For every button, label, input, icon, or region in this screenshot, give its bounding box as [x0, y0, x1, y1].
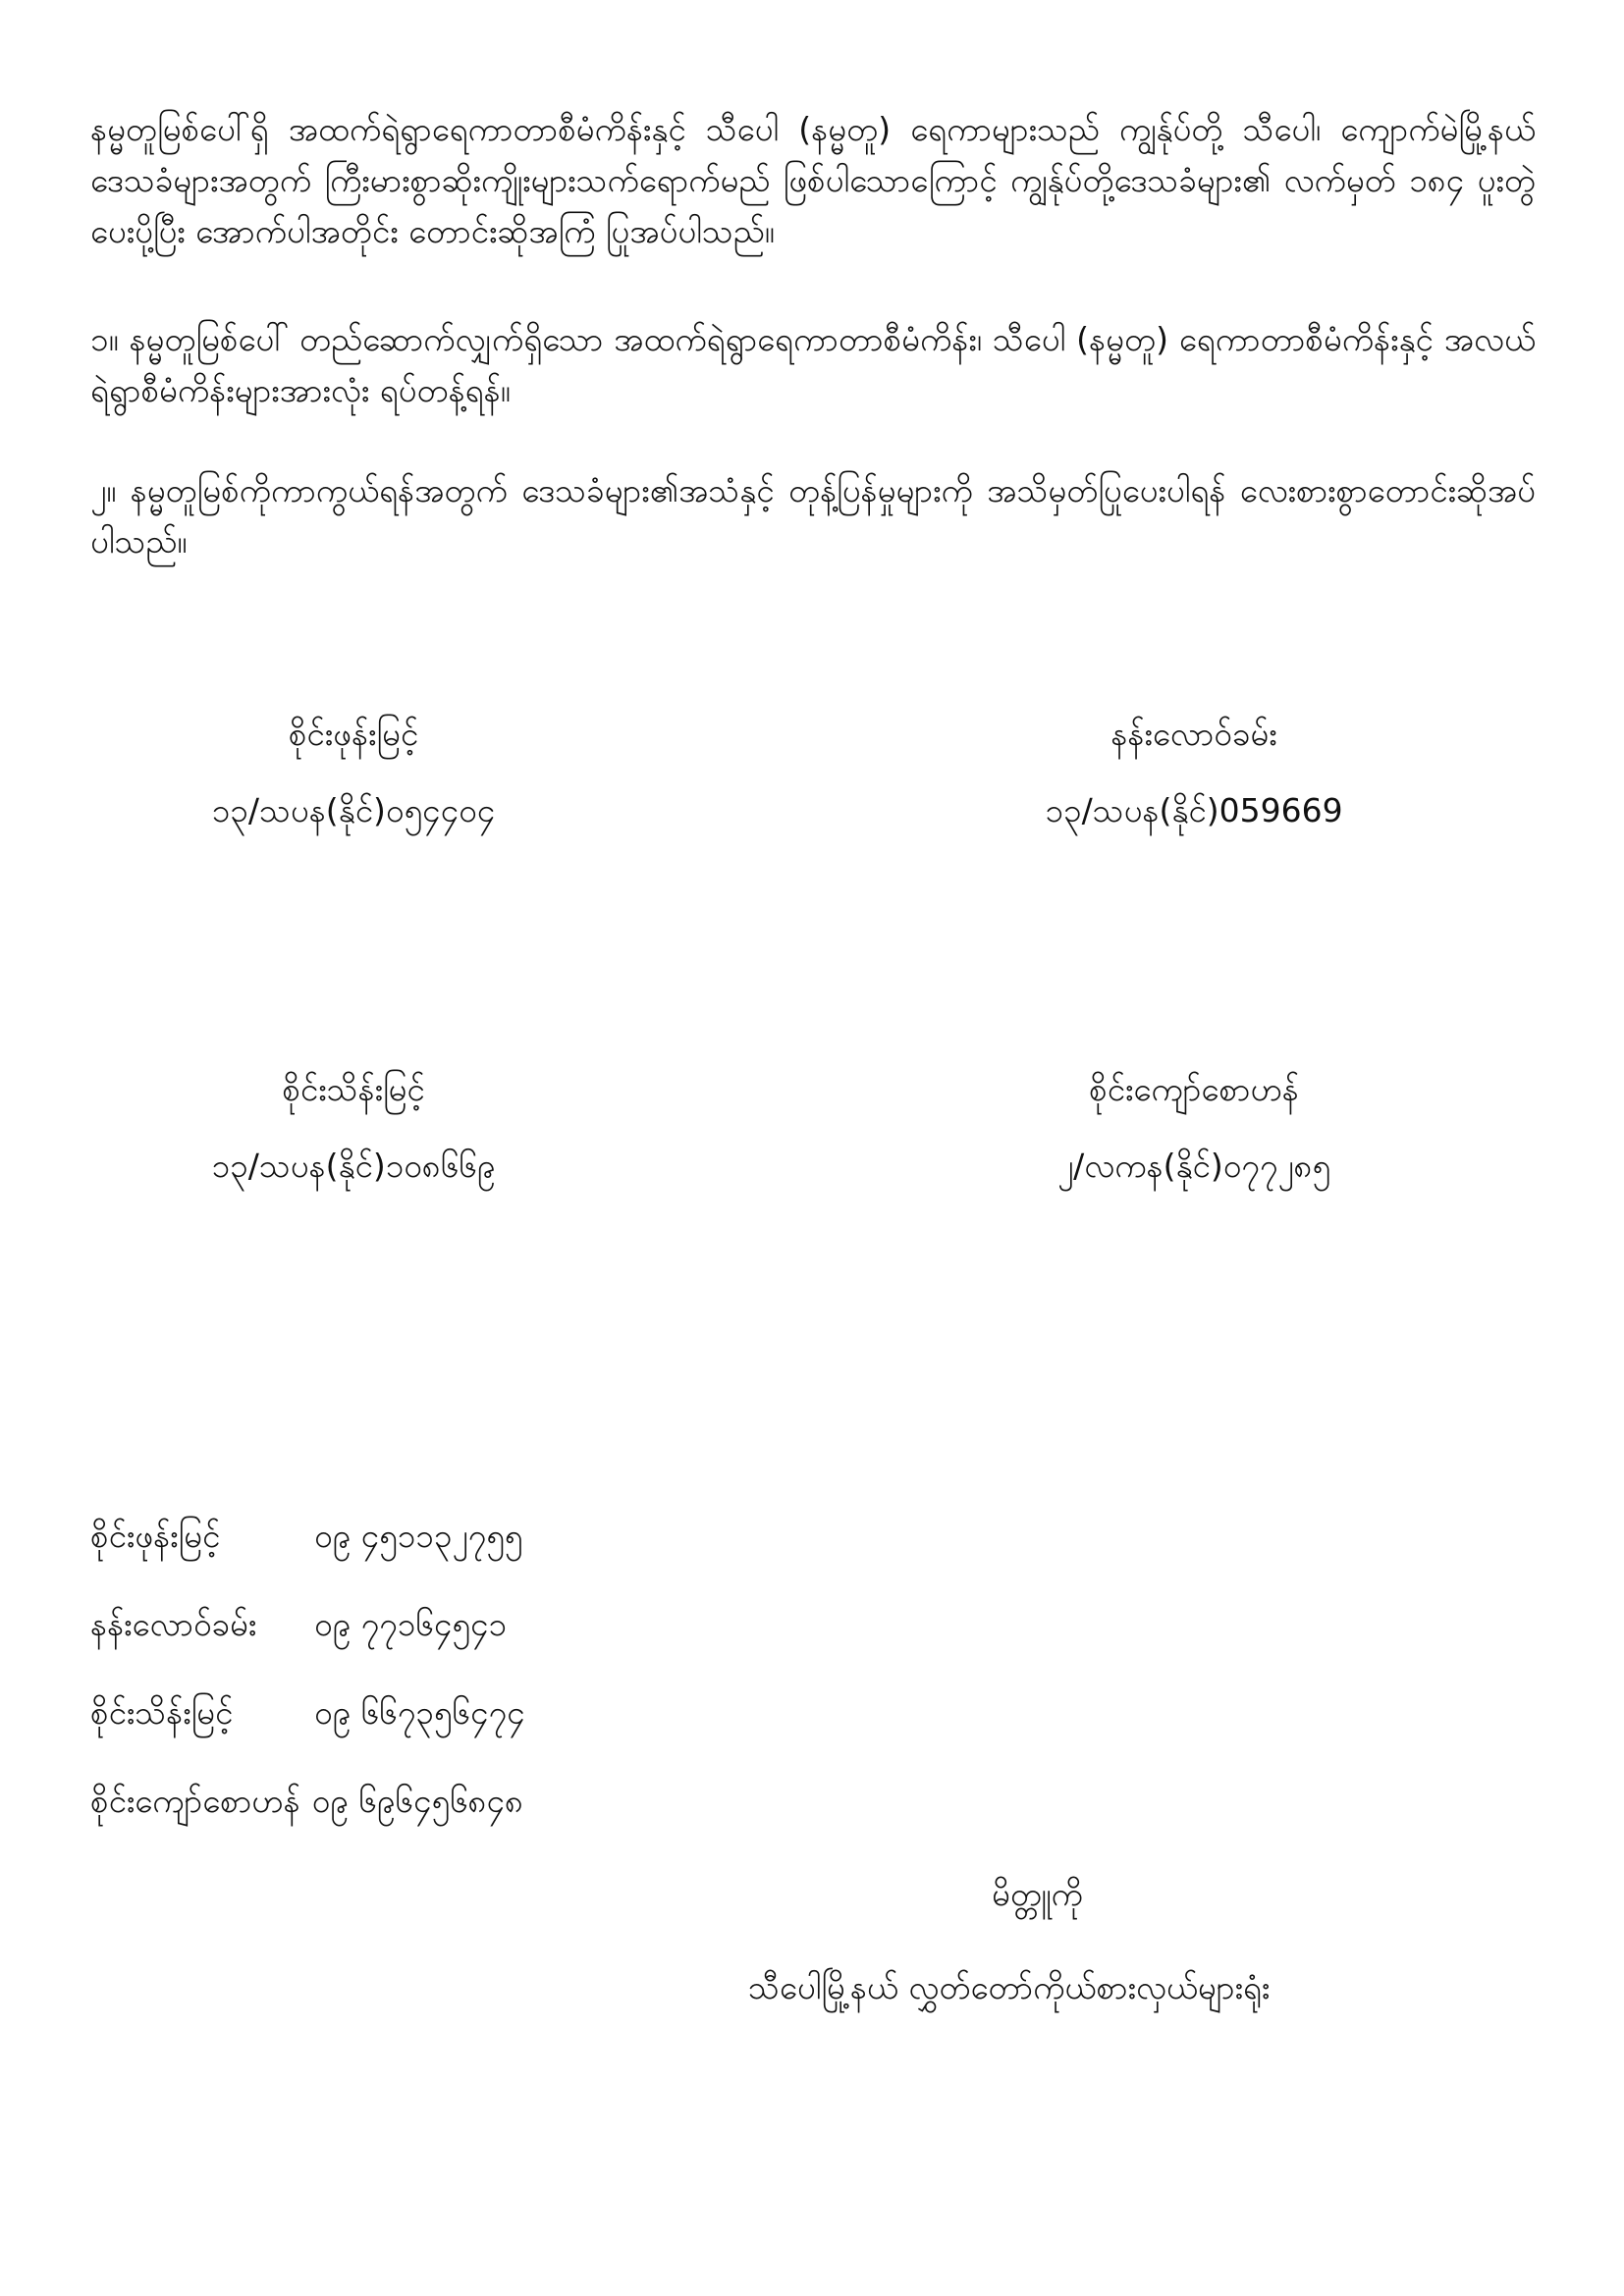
phone-contact-name: စိုင်းသိန်းမြင့်	[90, 1693, 234, 1732]
signatory-block	[998, 715, 1390, 830]
phone-number: ၀၉ ၆၆၇၃၅၆၄၇၄	[314, 1693, 525, 1732]
signatory-name: စိုင်းကျော်စောဟန်	[1089, 1070, 1299, 1108]
signatory-block	[998, 1070, 1390, 1186]
phone-contact-name: စိုင်းဖုန်းမြင့်	[90, 1517, 221, 1555]
phone-row	[90, 1517, 876, 1605]
signatory-block	[157, 715, 550, 830]
intro-paragraph: နမ္မတူမြစ်ပေါ်ရှိ အထက်ရဲရွာရေကာတာစီမံကိန်းနှင့် သီပေါ (နမ္မတူ) ရေကာများသည် ကျွန်ုပ်တို့ သီပေါ၊ ကျောက်မဲမြို့နယ် ဒေသခံများအတွက် ကြီးမားစွာဆိုးကျိုးများသက်ရောက်မည် ဖြစ်ပါသောကြောင့် ကျွန်ုပ်တို့ဒေသခံများ၏ လက်မှတ် ၁၈၄ ပူးတွဲပေးပို့ပြီး အောက်ပါအတိုင်း တောင်းဆိုအကြံ ပြုအပ်ပါသည်။	[90, 110, 1536, 250]
signatory-nrc: ၁၃/သပန(နိုင်)059669	[1045, 791, 1343, 829]
signatory-name: စိုင်းသိန်းမြင့်	[282, 1070, 425, 1108]
request-point-2: ၂။ နမ္မတူမြစ်ကိုကာကွယ်ရန်အတွက် ဒေသခံများ၏အသံနှင့် တုန့်ပြန်မှုများကို အသိမှတ်ပြုပေးပါရန် လေးစားစွာတောင်းဆိုအပ်ပါသည်။	[90, 471, 1536, 561]
phone-number: ၀၉ ၇၇၁၆၄၅၄၁	[314, 1605, 508, 1643]
request-point-1: ၁။ နမ္မတူမြစ်ပေါ် တည်ဆောက်လျှက်ရှိသော အထက်ရဲရွာရေကာတာစီမံကိန်း၊ သီပေါ (နမ္မတူ) ရေကာတာစီမံကိန်းနှင့် အလယ်ရဲရွာစီမံကိန်းများအားလုံး ရပ်တန့်ရန်။	[90, 320, 1536, 409]
copy-to-label: မိတ္တူကို	[992, 1875, 1083, 1913]
signatory-name: စိုင်းဖုန်းမြင့်	[288, 715, 419, 753]
signatory-nrc: ၁၃/သပန(နိုင်)၁၀၈၆၆၉	[211, 1147, 496, 1185]
signatory-block	[157, 1070, 550, 1186]
copy-to-recipient: သီပေါမြို့နယ် လွှတ်တော်ကိုယ်စားလှယ်များရုံး	[748, 1968, 1271, 2006]
phone-contact-name: နန်းလောဝ်ခမ်း	[90, 1605, 257, 1643]
phone-row	[90, 1693, 876, 1782]
phone-number: ၀၉ ၆၉၆၄၅၆၈၄၈	[311, 1782, 523, 1820]
phone-row	[90, 1782, 876, 1870]
signatory-nrc: ၁၃/သပန(နိုင်)၀၅၄၄၀၄	[211, 791, 496, 829]
phone-list	[90, 1517, 876, 1870]
signatory-nrc: ၂/လကန(နိုင်)၀၇၇၂၈၅	[1056, 1147, 1331, 1185]
phone-number: ၀၉ ၄၅၁၁၃၂၇၅၅	[314, 1517, 523, 1555]
signatory-name: နန်းလောဝ်ခမ်း	[1110, 715, 1277, 753]
phone-contact-name: စိုင်းကျော်စောဟန်	[90, 1782, 300, 1820]
phone-row	[90, 1605, 876, 1693]
